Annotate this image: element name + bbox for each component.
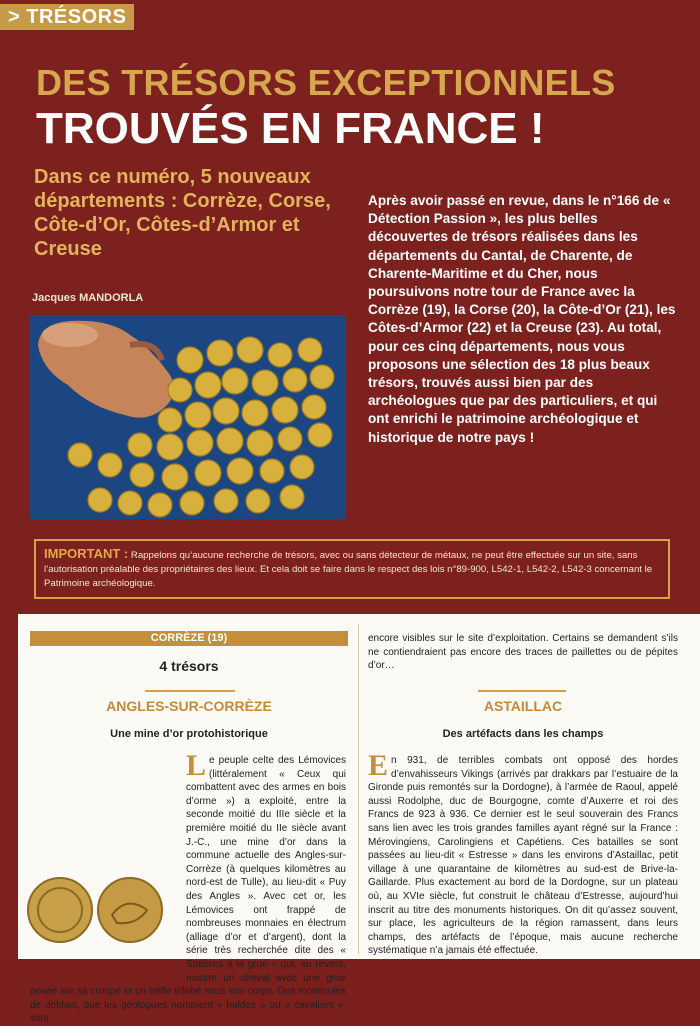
loc1-rule: [145, 690, 235, 692]
important-label: IMPORTANT :: [44, 546, 129, 561]
important-text: Rappelons qu’aucune recherche de trésors, avec ou sans détecteur de métaux, ne peut être effectuée sur un site, sans l’autorisation préalable des propriétaires des lieux. Et cela doit se faire dans le respect des lois n°89-900, L542-1, L542-2, L542-3 concernant le Patrimoine archéologique.: [44, 550, 653, 589]
treasure-photo: [30, 315, 346, 519]
loc1-title: ANGLES-SUR-CORRÈZE: [106, 698, 272, 714]
treasure-count: 4 trésors: [159, 658, 219, 674]
loc2-subtitle: Des artéfacts dans les champs: [442, 728, 604, 740]
author: Jacques MANDORLA: [32, 292, 144, 304]
loc2-text: n 931, de terribles combats ont opposé des hordes d’envahisseurs Vikings (arrivés par drakkars par l’estuaire de la Gironde puis remontés sur la Dordogne), à l’armée de Raoul, appelé aussi Rodolphe, duc de Bourgogne, comte d’Auxerre et roi des Francs de 923 à 936. Ce dernier est le seul souverain des Francs sans lien avec les trois grandes familles ayant régné sur la France : Mérovingiens, Carolingiens et Capétiens. Ces batailles se sont passées au lieu-dit « Estresse » dans les environs d’Astaillac, petit village à une quarantaine de kilomètres au sud-est de Brive-la-Gaillarde. Plus exactement au bord de la Dordogne, sur un plateau où, au XVIe siècle, fut construit le château d’Estresse, aujourd’hui inscrit au titre des monuments historiques. On dit qu’assez souvent, sur place, les agriculteurs de la région ramassent, dans leurs champs, des artéfacts de l’époque, mais aucune recherche systématique n’a jamais été effectuée.: [368, 755, 678, 957]
intro-paragraph: Après avoir passé en revue, dans le n°166 de « Détection Passion », les plus belles découvertes de trésors réalisées dans les départements du Cantal, de Charente, de Charente-Maritime et du Cher, nous poursuivons notre tour de France avec la Corrèze (19), la Corse (20), la Côte-d’Or (21), les Côtes-d’Armor (22) et la Creuse (23). Au total, pour ces cinq départements, nous vous proposons une sélection des 18 plus beaux trésors, trouvés aussi bien par des archéologues que par des particuliers, et qui ont enrichi le patrimoine archéologique et historique de notre pays !: [368, 193, 676, 445]
column-divider: [358, 624, 359, 954]
loc2-dropcap: E: [368, 749, 389, 782]
statere-coins: [22, 875, 172, 945]
title-line-2: TROUVÉS EN FRANCE !: [36, 104, 545, 153]
loc2-title: ASTAILLAC: [483, 698, 563, 714]
loc2-rule: [478, 690, 566, 692]
col2-continuation: encore visibles sur le site d’exploitation. Certains se demandent s’ils ne contiendraient pas encore des traces de paillettes ou de pépites d’or…: [368, 633, 678, 672]
important-box: [34, 539, 670, 599]
section-tab: > TRÉSORS: [0, 4, 134, 30]
subtitle: Dans ce numéro, 5 nouveaux départements : Corrèze, Corse, Côte-d’Or, Côtes-d’Armor et Creuse: [34, 166, 331, 260]
loc1-text: e peuple celte des Lémovices (littéralement « Ceux qui combattent avec des armes en bois d’orme ») a exploité, entre la seconde moitié du IIIe siècle et la première moitié du IIe siècle avant J.-C., une mine d’or dans la commune actuelle des Angles-sur-Corrèze (à quelques kilomètres au nord-est de Tulle), au lieu-dit « Puy des Angles ». Avec cet or, les Lémovices ont frappé de nombreuses monnaies en électrum (alliage d’or et d’argent), dont la série très recherchée dite des « Statères à la grue » qui, au revers, montre un cheval avec une grue posée sur sa croupe et un trèfle trilobé sous son corps. Des monticules de déblais, que les géologues nomment « haldes » ou « cavaliers », sont: [30, 755, 346, 1025]
department-bar: CORRÈZE (19): [30, 631, 348, 646]
loc1-dropcap: L: [186, 749, 207, 782]
title-line-1: DES TRÉSORS EXCEPTIONNELS: [36, 62, 616, 103]
loc2-body: [368, 749, 678, 958]
loc1-subtitle: Une mine d’or protohistorique: [110, 728, 268, 740]
